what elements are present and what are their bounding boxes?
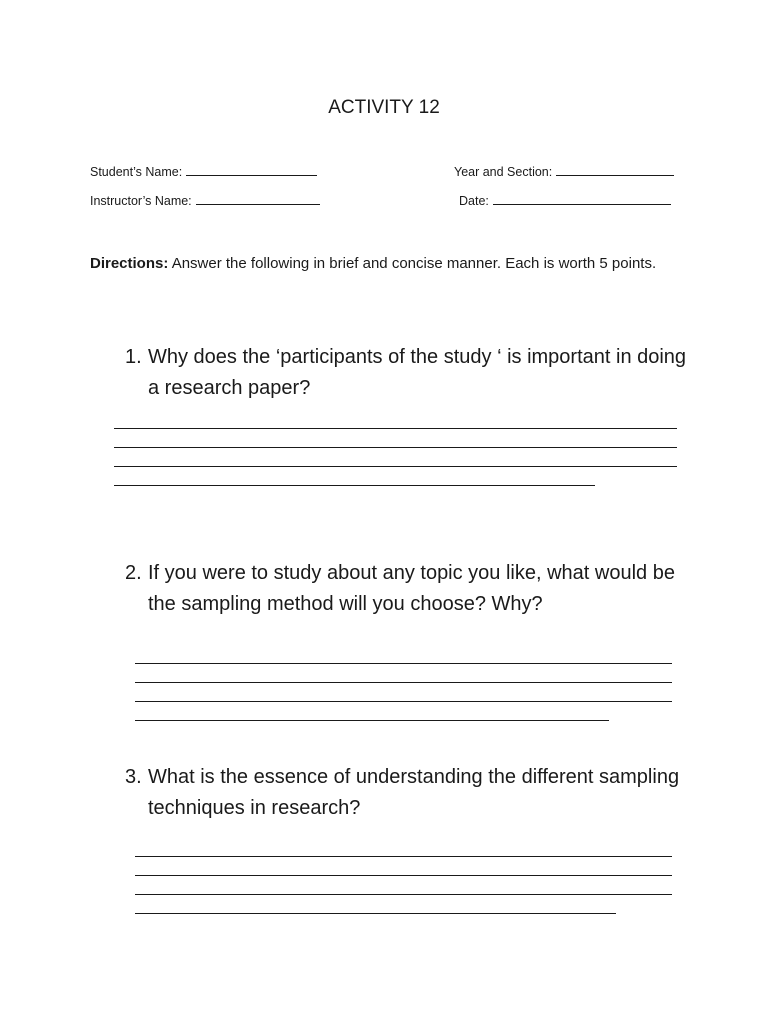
question-1 xyxy=(125,342,685,406)
answer-line xyxy=(114,485,595,486)
year-section-label: Year and Section: xyxy=(454,165,553,179)
question-text: What is the essence of understanding the different sampling techniques in research? xyxy=(148,766,680,819)
directions-text: Answer the following in brief and concise manner. Each is worth 5 points. xyxy=(168,255,657,272)
answer-line xyxy=(135,682,672,683)
year-section-blank[interactable] xyxy=(556,164,674,176)
student-name-label: Student’s Name: xyxy=(90,165,183,179)
answer-line xyxy=(135,701,672,702)
directions xyxy=(90,252,680,275)
answer-line xyxy=(135,894,672,895)
answer-line xyxy=(135,663,672,664)
directions-label: Directions: xyxy=(90,255,169,272)
answer-line xyxy=(114,447,677,448)
question-number: 1. xyxy=(125,346,142,368)
question-3 xyxy=(125,762,685,826)
question-text: If you were to study about any topic you like, what would be the sampling method will you choose? Why? xyxy=(148,562,675,615)
instructor-name-label: Instructor’s Name: xyxy=(90,194,192,208)
date-field xyxy=(459,193,671,209)
instructor-name-blank[interactable] xyxy=(196,193,320,205)
page-title: ACTIVITY 12 xyxy=(328,97,440,118)
year-section-field xyxy=(454,164,674,180)
date-blank[interactable] xyxy=(493,193,671,205)
question-number: 3. xyxy=(125,766,142,788)
question-number: 2. xyxy=(125,562,142,584)
date-label: Date: xyxy=(459,194,489,208)
student-name-field xyxy=(90,164,317,180)
answer-line xyxy=(135,720,609,721)
answer-line xyxy=(135,875,672,876)
answer-line xyxy=(114,466,677,467)
question-2 xyxy=(125,558,685,622)
answer-line xyxy=(135,913,616,914)
answer-line xyxy=(114,428,677,429)
student-name-blank[interactable] xyxy=(186,164,317,176)
question-text: Why does the ‘participants of the study ‘ is important in doing a research paper? xyxy=(148,346,687,399)
instructor-name-field xyxy=(90,193,320,209)
answer-line xyxy=(135,856,672,857)
